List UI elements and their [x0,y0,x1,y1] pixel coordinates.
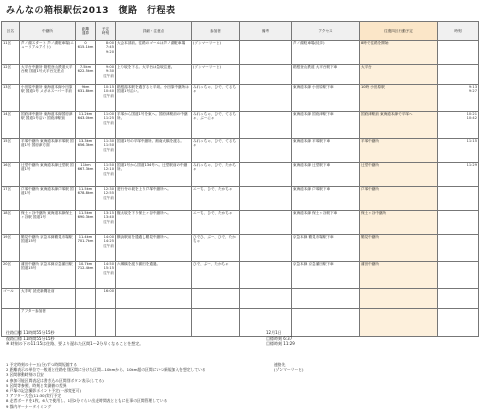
col-header-access: アクセス [292,22,360,41]
col-header-plan: 往復四区行動予定 [360,22,438,41]
cell-ku: 16区 [2,163,20,187]
cell-remarks [240,41,292,65]
document-title: みんなの箱根駅伝2013 復路 行程表 [6,6,176,16]
footnote-line: 2 距離表示の単位で一般道と往路を別区間に分けた区間…10kmから、10km超の区間にいつ新規加入を想定している [6,367,206,373]
cell-relay: 大手町 読売新聞社前 [20,289,76,309]
cell-members: みれっちゃ、ひで、てるちゃ、ぶーにゃ [192,112,240,139]
note-right-text: 12月1日 [266,330,282,335]
cell-plan: 国府津駅前 東海道本線で平塚へ [360,112,438,139]
cell-members: ひでひ、ぶー、ひで、たかちゃ [192,235,240,262]
table-row [2,262,479,289]
note-line [6,341,476,347]
footnote-line: 3 区間移動時刻の目安 [6,372,44,378]
cell-clock [438,235,479,262]
cell-detail: 大会本部前。往路のゴールは芦ノ湖駐車場 [116,41,192,65]
cell-remarks [240,85,292,112]
cell-detail [116,289,192,309]
table-header-row [2,22,479,41]
cell-access: 東海道本線 保土ヶ谷駅下車 [292,211,360,235]
cell-remarks [240,211,292,235]
cell-time: 9:00 9:30 往午前 [96,65,116,85]
cell-time: 11:30 11:50 往午前 [96,139,116,163]
cell-access: 東海道本線 辻堂駅下車 [292,163,360,187]
cell-members: みれっちゃ、ひで、てるちゃ [192,139,240,163]
cell-time: 14:50 15:15 往午前 [96,262,116,289]
col-header-ku: 区名 [2,22,20,41]
col-header-distance: 距離 通算 [76,22,96,41]
footnote-line: 9 都内ギーナータイミング [6,403,52,409]
table-row [2,187,479,211]
contact-label: 連絡先 [274,362,286,367]
note-right-text: 目標時刻 6:37 [266,335,293,341]
note-left-text: 往路目標 11時間55分15秒 [6,330,55,335]
cell-relay: 国府津中継所 東海道本線国府津駅 国道1号沿い 国府津駅前 [20,112,76,139]
cell-clock: 11:29 [438,163,479,187]
cell-remarks [240,262,292,289]
col-header-relay: 中継所 [20,22,76,41]
table-row [2,163,479,187]
table-row [2,289,479,309]
note-left-text: ※ 時刻の下の11:15は往路、要より遅れた区間1〜2分早くなることを想定。 [6,341,144,347]
col-header-remarks: 備考 [240,22,292,41]
cell-relay: アフター参加者 [20,309,76,337]
cell-plan: 大平台 [360,65,438,85]
cell-detail: 横浜駅前を通過し鶴見中継所へ。 [116,235,192,262]
col-header-clock: 時刻 [438,22,479,41]
col-header-detail: 詳細・注意点 [116,22,192,41]
cell-plan: 戸塚中継所 [360,187,438,211]
cell-distance [76,289,96,309]
cell-time: 11:00 11:25 往午前 [96,112,116,139]
cell-time: 13:15 13:40 往午前 [96,211,116,235]
cell-members: (ゾンマーリーヒ) [192,65,240,85]
cell-access: 箱根登山鉄道 大平台駅下車 [292,65,360,85]
cell-clock [438,211,479,235]
cell-distance: 13.3km 656.3km [76,139,96,163]
note-left-text: 復路目標 11時間55分15秒 [6,335,55,341]
cell-members: (ゾンマーリーヒ) [192,41,240,65]
cell-clock [438,262,479,289]
cell-ku: 13区 [2,85,20,112]
cell-distance: 11.5km 678.8km [76,187,96,211]
cell-plan [360,289,438,309]
cell-plan: 蒲田中継所 [360,262,438,289]
cell-relay: 戸塚中継所 東海道本線戸塚駅 国道1号 [20,187,76,211]
cell-ku: 18区 [2,211,20,235]
cell-relay: 保土ヶ谷中継所 東海道本線保土ヶ谷駅 国道1号 [20,211,76,235]
table-row [2,211,479,235]
cell-ku: 12区 [2,65,20,85]
cell-detail: 権太坂を下り保土ヶ谷中継所へ。 [116,211,192,235]
footnote-line: 7 アフター大会(11:30)実行予定 [6,393,62,399]
col-header-time: 予定 時刻 [96,22,116,41]
cell-ku: 11区 [2,41,20,65]
cell-distance: 11km 667.3km [76,163,96,187]
cell-detail: 平塚から国道1号を東へ。国府津駅前の中継所。 [116,112,192,139]
footnote-line: 8 走者ボードを1枚、6人で使用し、1回2分ぐらい出走時間表とともに仕事の区間管理している [6,398,168,404]
cell-ku: 14区 [2,112,20,139]
table-row [2,235,479,262]
cell-remarks [240,139,292,163]
cell-relay: 大平台中継所 箱根登山鉄道大平台駅 国道1号大平台交差点 [20,65,76,85]
table-row [2,65,479,85]
note-right-text: 目標時刻 11:29 [266,341,295,347]
cell-remarks [240,187,292,211]
cell-remarks [240,65,292,85]
cell-relay: 芦ノ湖スタート 芦ノ湖駐車場(ニューリアルアイト) [20,41,76,65]
cell-access: 京急本線 鶴見市場駅下車 [292,235,360,262]
cell-time: 12:30 12:55 往午前 [96,187,116,211]
cell-members: みれっちゃ、ひで、てるちゃ [192,85,240,112]
cell-ku: 17区 [2,187,20,211]
footnotes [6,362,476,409]
cell-time: 14:00 14:25 往午前 [96,235,116,262]
cell-distance: 11.2km 643.0km [76,112,96,139]
cell-relay: 蒲田中継所 京急本線京急蒲田駅 国道15号 [20,262,76,289]
col-header-members: 参加者 [192,22,240,41]
cell-detail: 遊行寺の坂を上り戸塚中継所へ。 [116,187,192,211]
cell-time: 11:50 12:10 往午前 [96,163,116,187]
cell-members: みれっちゃ、ひで、たかちゃ [192,163,240,187]
cell-remarks [240,112,292,139]
cell-time: 10:15 10:40 往午前 [96,85,116,112]
table-row [2,112,479,139]
cell-distance: 0 615.1km [76,41,96,65]
cell-plan: 8時で往路を開始 [360,41,438,65]
table-row [2,85,479,112]
cell-plan: 平塚中継所 [360,139,438,163]
cell-time: 16:00 [96,289,116,309]
cell-distance: 11.5km 690.3km [76,211,96,235]
cell-relay: 平塚中継所 東海道本線平塚駅 国道1号 国府津方面 [20,139,76,163]
cell-ku: 20区 [2,262,20,289]
cell-plan: 辻堂中継所 [360,163,438,187]
table-row [2,41,479,65]
cell-members: ひで、ぶー、たかちゃ [192,262,240,289]
cell-relay: 辻堂中継所 東海道本線辻堂駅 国道1号 [20,163,76,187]
cell-plan: 10時 小田原駅 [360,85,438,112]
cell-clock: 11:15 [438,139,479,163]
cell-distance: 11.4km 701.7km [76,235,96,262]
cell-members: ニーち、ひで、たかちゃ [192,211,240,235]
footnote-line: 4 参加可能区間表記は書き込み区間別ボタン表示(してる) [6,377,104,383]
cell-time: 8:00 7:45 9:20 [96,41,116,65]
cell-members [192,289,240,309]
cell-ku: ゴール [2,289,20,309]
footnote-line: 6 戸塚の記念撮影ポイント予定(一部変更可) [6,388,81,394]
cell-access: 東海道本線 国府津駅下車 [292,112,360,139]
cell-access: 東海道本線 戸塚駅下車 [292,187,360,211]
footnote-line: 5 区間等参照、時刻と実測値の差異 [6,382,67,388]
contact-info [274,362,304,372]
cell-remarks [240,289,292,309]
cell-detail: 上り坂を下る。大平台は急坂注意。 [116,65,192,85]
cell-clock [438,65,479,85]
cell-ku: 19区 [2,235,20,262]
cell-access: 芦ノ湖駐車場(徒歩) [292,41,360,65]
cell-access: 東海道本線 小田原駅下車 [292,85,360,112]
cell-detail: 箱根湯本駅を過ぎると平坦。小田原中継所は国道1号沿い。 [116,85,192,112]
cell-members: ニーち、ひで、たかちゃ [192,187,240,211]
contact-value: (ゾンマーリーヒ) [274,367,304,373]
cell-clock: 10:21 10:42 [438,112,479,139]
cell-detail: 国道1号から国道134号へ。辻堂駅前の中継所。 [116,163,192,187]
cell-distance: 7.5km 622.5km [76,65,96,85]
cell-clock [438,187,479,211]
cell-clock [438,41,479,65]
cell-relay: 鶴見中継所 京急本線鶴見市場駅 国道15号 [20,235,76,262]
table-row [2,139,479,163]
cell-detail: 六郷橋を渡り蒲田を通過。 [116,262,192,289]
cell-clock [438,289,479,309]
cell-access: 京急本線 京急蒲田駅下車 [292,262,360,289]
cell-detail: 国道1号の平塚中継所。湘南大橋を渡る。 [116,139,192,163]
summary-notes [6,330,476,347]
cell-remarks [240,163,292,187]
cell-access [292,289,360,309]
cell-remarks [240,235,292,262]
schedule-table [1,21,479,337]
cell-distance: 10.7km 712.4km [76,262,96,289]
cell-plan: 鶴見中継所 [360,235,438,262]
footnote-line: 1 予定時刻の十〜五(分)ずつ時間短縮する [6,362,78,367]
cell-relay: 小田原中継所 東海道本線小田原駅 国道1号 メガネスーパー手前 [20,85,76,112]
cell-access: 東海道本線 平塚駅下車 [292,139,360,163]
cell-clock: 9:13 9:27 [438,85,479,112]
cell-distance: 9km 631.8km [76,85,96,112]
cell-plan: 保土ヶ谷中継所 [360,211,438,235]
cell-ku: 15区 [2,139,20,163]
